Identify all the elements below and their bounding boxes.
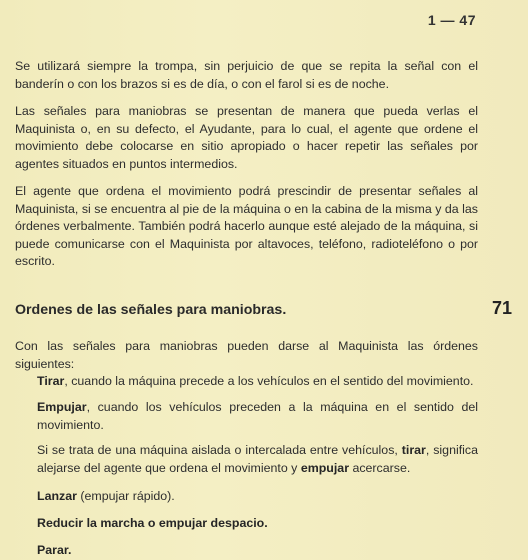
order-reducir xyxy=(37,515,478,533)
paragraph-verbal-orders: El agente que ordena el movimiento podrá prescindir de presentar señales al Maquinista, si se encuentra al pie de la máquina o en la cabina de la misma y da las órdenes verbalmente. También podrá hacerlo aunque esté alejado de la máquina, si puede comunicarse con el Maquinista por altavoces, teléfono, radioteléfono o por escrito. xyxy=(15,184,478,268)
order-term: empujar xyxy=(300,460,350,475)
order-term: Lanzar xyxy=(37,489,77,503)
paragraph-visibility: Las señales para maniobras se presentan de manera que pueda verlas el Maquinista o, en su defecto, el Ayudante, para lo cual, el agente que ordene el movimiento debe colocarse en sitio apropiado o hacer repetir las señales por agentes situados en puntos intermedios. xyxy=(15,104,478,171)
order-term: Tirar xyxy=(37,374,65,388)
paragraph-trompa: Se utilizará siempre la trompa, sin perjuicio de que se repita la señal con el banderín o con los brazos si es de día, o con el farol si es de noche. xyxy=(15,59,478,91)
order-term: Empujar xyxy=(37,400,87,414)
order-term: Parar. xyxy=(37,543,72,557)
page-number: 1 — 47 xyxy=(427,12,476,28)
order-empujar xyxy=(37,399,478,434)
section-title: Ordenes de las señales para maniobras. xyxy=(15,302,287,318)
order-text: , cuando la máquina precede a los vehículos en el sentido del movimiento. xyxy=(64,374,474,388)
order-term: tirar xyxy=(401,443,426,457)
order-term: Reducir la marcha o empujar despacio. xyxy=(37,516,268,530)
section-number: 71 xyxy=(491,298,512,318)
order-maquina-aislada xyxy=(37,442,478,477)
order-text: , cuando los vehículos preceden a la máquina en el sentido del movimiento. xyxy=(37,400,478,432)
order-text: , significa alejarse del agente que ordena el movimiento y xyxy=(37,443,478,475)
section-intro: Con las señales para maniobras pueden darse al Maquinista las órdenes siguientes: xyxy=(15,339,478,371)
order-tirar xyxy=(37,373,478,391)
order-lanzar xyxy=(37,488,478,506)
order-text: (empujar rápido). xyxy=(76,489,175,503)
order-text: acercarse. xyxy=(349,460,411,475)
order-parar xyxy=(37,542,478,560)
order-text: Si se trata de una máquina aislada o intercalada entre vehículos, xyxy=(37,443,402,457)
